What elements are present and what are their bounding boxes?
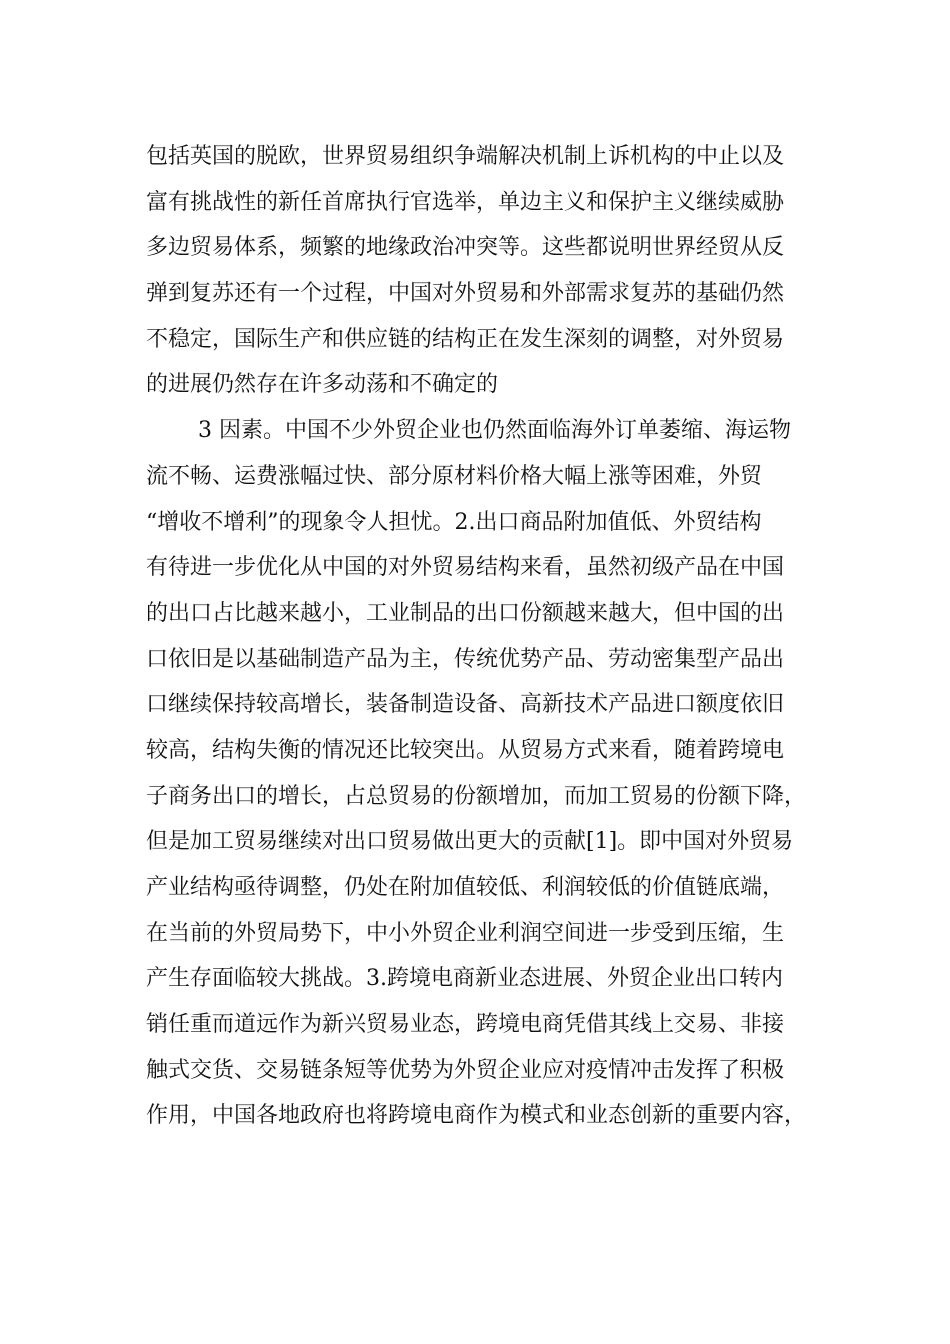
text-line: 在当前的外贸局势下，中小外贸企业利润空间进一步受到压缩，生 bbox=[146, 920, 785, 946]
text-line: 流不畅、运费涨幅过快、部分原材料价格大幅上涨等困难，外贸 bbox=[146, 463, 763, 489]
text-line: 多边贸易体系，频繁的地缘政治冲突等。这些都说明世界经贸从反 bbox=[146, 235, 785, 261]
text-line: 但是加工贸易继续对出口贸易做出更大的贡献[1]。即中国对外贸易 bbox=[146, 829, 794, 855]
text-line: 口继续保持较高增长，装备制造设备、高新技术产品进口额度依旧 bbox=[146, 692, 785, 718]
text-line: 较高，结构失衡的情况还比较突出。从贸易方式来看，随着跨境电 bbox=[146, 737, 785, 763]
text-line: 产生存面临较大挑战。3.跨境电商新业态进展、外贸企业出口转内 bbox=[146, 966, 783, 992]
text-line: 产业结构亟待调整，仍处在附加值较低、利润较低的价值链底端， bbox=[146, 875, 785, 900]
text-line: “增收不增利”的现象令人担忧。2.出口商品附加值低、外贸结构 bbox=[146, 509, 762, 535]
text-line: 弹到复苏还有一个过程，中国对外贸易和外部需求复苏的基础仍然 bbox=[146, 281, 785, 307]
text-line: 作用，中国各地政府也将跨境电商作为模式和业态创新的重要内容， bbox=[146, 1103, 807, 1129]
text-line: 口依旧是以基础制造产品为主，传统优势产品、劳动密集型产品出 bbox=[146, 646, 785, 672]
text-line: 有待进一步优化从中国的对外贸易结构来看，虽然初级产品在中国 bbox=[146, 555, 785, 581]
text-line: 不稳定，国际生产和供应链的结构正在发生深刻的调整，对外贸易 bbox=[146, 326, 785, 352]
text-line: 子商务出口的增长，占总贸易的份额增加，而加工贸易的份额下降， bbox=[146, 783, 807, 809]
text-line-indented: 3 因素。中国不少外贸企业也仍然面临海外订单萎缩、海运物 bbox=[198, 418, 791, 444]
text-line: 富有挑战性的新任首席执行官选举，单边主义和保护主义继续威胁 bbox=[146, 189, 785, 215]
text-line: 触式交货、交易链条短等优势为外贸企业应对疫情冲击发挥了积极 bbox=[146, 1057, 785, 1083]
text-line: 的进展仍然存在许多动荡和不确定的 bbox=[146, 372, 499, 398]
text-line: 销任重而道远作为新兴贸易业态，跨境电商凭借其线上交易、非接 bbox=[146, 1012, 785, 1038]
body-text bbox=[146, 134, 846, 1139]
text-line: 包括英国的脱欧，世界贸易组织争端解决机制上诉机构的中止以及 bbox=[146, 144, 785, 169]
text-line: 的出口占比越来越小，工业制品的出口份额越来越大，但中国的出 bbox=[146, 600, 785, 626]
